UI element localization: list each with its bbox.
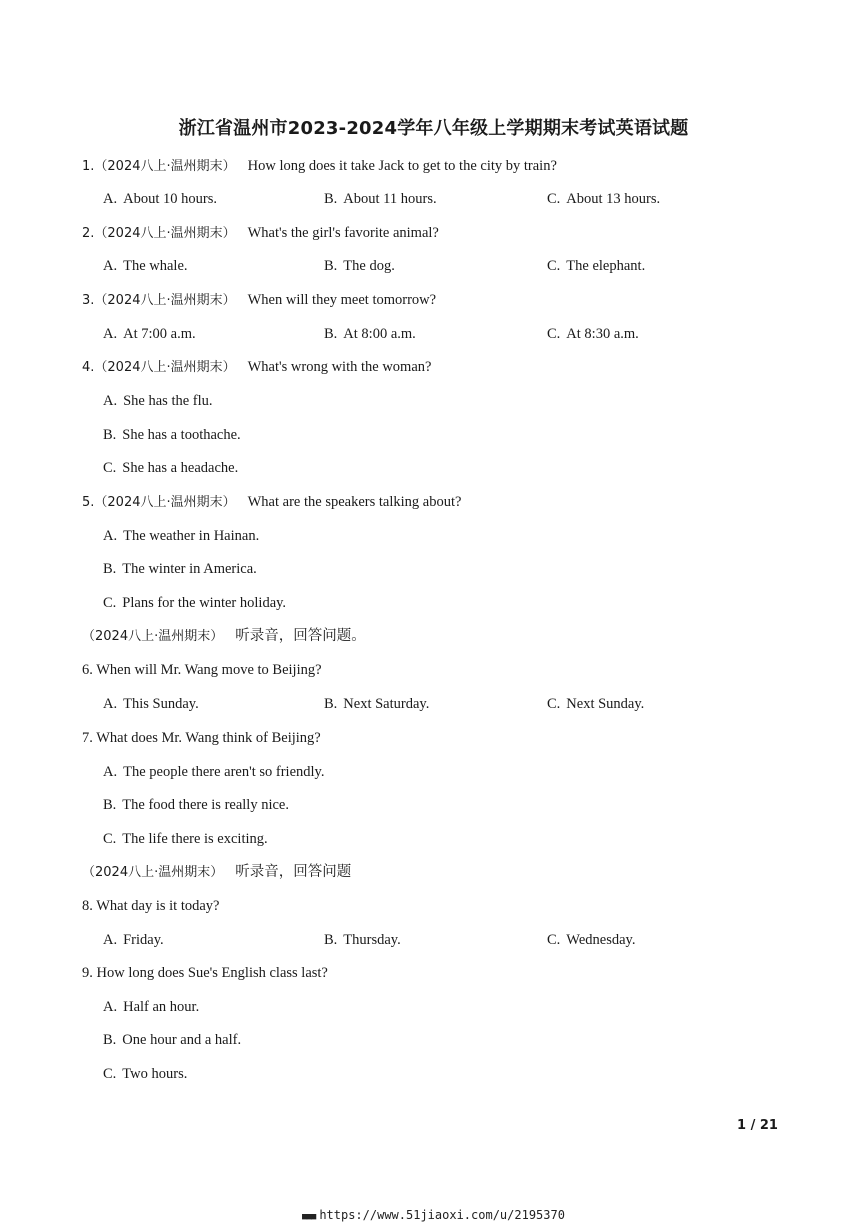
question-text: What day is it today? bbox=[96, 898, 220, 914]
option-letter: A. bbox=[103, 191, 118, 207]
question-1 bbox=[82, 156, 557, 177]
question-text: What are the speakers talking about? bbox=[247, 494, 462, 510]
option-c bbox=[547, 930, 635, 950]
option-text: About 13 hours. bbox=[566, 191, 661, 207]
option-b bbox=[103, 1030, 241, 1050]
question-text: What's wrong with the woman? bbox=[247, 359, 432, 375]
page-number: 1 / 21 bbox=[737, 1118, 778, 1133]
question-5 bbox=[82, 492, 461, 513]
option-text: At 8:30 a.m. bbox=[566, 326, 639, 342]
question-text: What does Mr. Wang think of Beijing? bbox=[96, 730, 321, 746]
section-instruction: 听录音，回答问题 bbox=[235, 864, 352, 880]
option-letter: A. bbox=[103, 932, 118, 948]
option-text: Plans for the winter holiday. bbox=[122, 595, 287, 611]
question-text: What's the girl's favorite animal? bbox=[247, 225, 439, 241]
option-a bbox=[103, 930, 164, 950]
option-c bbox=[103, 593, 286, 613]
question-4 bbox=[82, 357, 431, 378]
option-text: The whale. bbox=[123, 258, 188, 274]
question-number: 6. bbox=[82, 662, 93, 678]
option-a bbox=[103, 694, 199, 714]
footer bbox=[0, 1208, 867, 1222]
option-letter: B. bbox=[103, 561, 117, 577]
option-text: About 10 hours. bbox=[123, 191, 217, 207]
option-letter: A. bbox=[103, 696, 118, 712]
question-number: 9. bbox=[82, 965, 93, 981]
option-c bbox=[103, 458, 238, 478]
option-text: The food there is really nice. bbox=[122, 797, 289, 813]
question-number: 2. bbox=[82, 226, 95, 241]
option-letter: B. bbox=[324, 191, 338, 207]
option-letter: B. bbox=[324, 696, 338, 712]
option-a bbox=[103, 997, 199, 1017]
option-letter: C. bbox=[547, 191, 561, 207]
option-letter: C. bbox=[547, 696, 561, 712]
option-text: Two hours. bbox=[122, 1066, 188, 1082]
option-letter: B. bbox=[103, 797, 117, 813]
option-letter: C. bbox=[103, 595, 117, 611]
option-letter: C. bbox=[547, 258, 561, 274]
option-letter: A. bbox=[103, 326, 118, 342]
option-c bbox=[103, 829, 268, 849]
option-text: The dog. bbox=[343, 258, 395, 274]
option-a bbox=[103, 189, 217, 209]
option-b bbox=[324, 256, 395, 276]
question-text: How long does it take Jack to get to the city by train? bbox=[247, 158, 557, 174]
option-text: Next Saturday. bbox=[343, 696, 430, 712]
question-source: （2024八上·温州期末） bbox=[94, 226, 236, 241]
option-text: She has a headache. bbox=[122, 460, 239, 476]
option-text: The elephant. bbox=[566, 258, 646, 274]
section-header bbox=[82, 626, 366, 647]
option-c bbox=[547, 324, 639, 344]
option-b bbox=[324, 189, 437, 209]
option-a bbox=[103, 256, 188, 276]
option-text: She has a toothache. bbox=[122, 427, 241, 443]
option-letter: B. bbox=[324, 258, 338, 274]
question-text: When will they meet tomorrow? bbox=[247, 292, 437, 308]
question-8 bbox=[82, 896, 219, 916]
question-source: （2024八上·温州期末） bbox=[94, 360, 236, 375]
option-text: At 7:00 a.m. bbox=[123, 326, 196, 342]
option-a bbox=[103, 526, 259, 546]
option-letter: C. bbox=[103, 831, 117, 847]
question-number: 3. bbox=[82, 293, 95, 308]
option-text: Friday. bbox=[123, 932, 164, 948]
option-letter: C. bbox=[103, 460, 117, 476]
option-letter: A. bbox=[103, 258, 118, 274]
option-b bbox=[103, 795, 289, 815]
option-letter: C. bbox=[547, 326, 561, 342]
option-letter: C. bbox=[547, 932, 561, 948]
question-6 bbox=[82, 660, 322, 680]
question-source: （2024八上·温州期末） bbox=[94, 495, 236, 510]
option-text: Thursday. bbox=[343, 932, 401, 948]
option-text: About 11 hours. bbox=[343, 191, 437, 207]
option-text: One hour and a half. bbox=[122, 1032, 242, 1048]
option-b bbox=[324, 324, 416, 344]
option-text: The weather in Hainan. bbox=[123, 528, 260, 544]
question-number: 4. bbox=[82, 360, 95, 375]
option-a bbox=[103, 762, 324, 782]
option-c bbox=[547, 256, 645, 276]
option-letter: B. bbox=[103, 1032, 117, 1048]
footer-logo: ■■■ bbox=[302, 1212, 316, 1222]
section-source: （2024八上·温州期末） bbox=[82, 865, 224, 880]
option-b bbox=[103, 425, 241, 445]
option-text: The people there aren't so friendly. bbox=[123, 764, 325, 780]
option-letter: C. bbox=[103, 1066, 117, 1082]
option-b bbox=[324, 930, 401, 950]
option-letter: B. bbox=[324, 326, 338, 342]
question-9 bbox=[82, 963, 328, 983]
question-2 bbox=[82, 223, 439, 244]
option-c bbox=[547, 694, 644, 714]
page-title: 浙江省温州市2023-2024学年八年级上学期期末考试英语试题 bbox=[178, 118, 689, 139]
question-source: （2024八上·温州期末） bbox=[94, 293, 236, 308]
footer-url[interactable]: https://www.51jiaoxi.com/u/2195370 bbox=[319, 1208, 565, 1222]
question-number: 8. bbox=[82, 898, 93, 914]
question-text: How long does Sue's English class last? bbox=[96, 965, 328, 981]
question-3 bbox=[82, 290, 436, 311]
option-b bbox=[103, 559, 257, 579]
option-letter: A. bbox=[103, 393, 118, 409]
option-letter: B. bbox=[103, 427, 117, 443]
option-text: Wednesday. bbox=[566, 932, 636, 948]
option-c bbox=[547, 189, 660, 209]
question-number: 7. bbox=[82, 730, 93, 746]
option-letter: A. bbox=[103, 999, 118, 1015]
option-text: At 8:00 a.m. bbox=[343, 326, 416, 342]
option-b bbox=[324, 694, 429, 714]
section-source: （2024八上·温州期末） bbox=[82, 629, 224, 644]
option-text: The life there is exciting. bbox=[122, 831, 268, 847]
question-source: （2024八上·温州期末） bbox=[94, 159, 236, 174]
option-text: Next Sunday. bbox=[566, 696, 645, 712]
option-text: The winter in America. bbox=[122, 561, 257, 577]
question-7 bbox=[82, 728, 321, 748]
option-letter: A. bbox=[103, 528, 118, 544]
option-text: This Sunday. bbox=[123, 696, 199, 712]
option-a bbox=[103, 324, 196, 344]
option-letter: A. bbox=[103, 764, 118, 780]
section-instruction: 听录音，回答问题。 bbox=[235, 628, 366, 644]
option-text: She has the flu. bbox=[123, 393, 213, 409]
question-text: When will Mr. Wang move to Beijing? bbox=[96, 662, 322, 678]
question-number: 5. bbox=[82, 495, 95, 510]
option-a bbox=[103, 391, 213, 411]
section-header bbox=[82, 862, 351, 883]
option-letter: B. bbox=[324, 932, 338, 948]
question-number: 1. bbox=[82, 159, 95, 174]
option-c bbox=[103, 1064, 187, 1084]
option-text: Half an hour. bbox=[123, 999, 200, 1015]
